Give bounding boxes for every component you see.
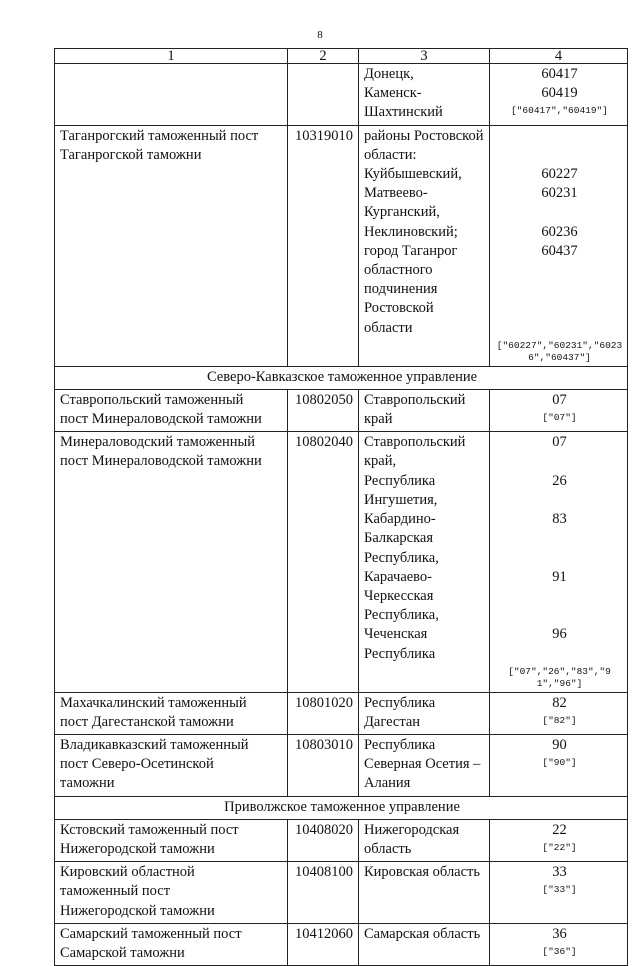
oktmo-code: 22 <box>552 821 567 838</box>
region-line: Республика <box>364 736 436 753</box>
customs-post-name-cell <box>55 432 288 692</box>
customs-post-code-cell <box>288 64 359 126</box>
customs-post-name-line: Самарской таможни <box>60 944 185 961</box>
customs-post-name-line: Таганрогской таможни <box>60 146 202 163</box>
oktmo-code <box>495 606 624 625</box>
customs-post-code-cell <box>288 734 359 796</box>
region-line: Северная Осетия – <box>364 756 481 773</box>
oktmo-code <box>495 529 624 548</box>
oktmo-code-array: ["07"] <box>542 412 577 424</box>
customs-post-name-line: Нижегородской таможни <box>60 840 215 857</box>
region-cell <box>359 862 490 924</box>
customs-post-name-line: таможенный пост <box>60 883 171 900</box>
oktmo-code <box>495 318 624 337</box>
oktmo-code-array: ["36"] <box>542 945 577 957</box>
oktmo-code <box>495 491 624 510</box>
section-header-row <box>55 796 628 819</box>
oktmo-code <box>495 644 624 663</box>
table-row <box>55 692 628 734</box>
customs-post-name-cell <box>55 862 288 924</box>
oktmo-code: 60417 <box>541 66 578 82</box>
customs-post-code-cell <box>288 389 359 431</box>
customs-post-name-line: пост Минераловодской таможни <box>60 411 262 428</box>
region-cell <box>359 692 490 734</box>
region-cell <box>359 432 490 692</box>
oktmo-code-cell <box>490 734 628 796</box>
oktmo-code <box>495 548 624 567</box>
customs-post-name-line: Нижегородской таможни <box>60 902 215 919</box>
customs-post-code: 10801020 <box>295 694 353 711</box>
customs-post-name-cell <box>55 64 288 126</box>
oktmo-code: 90 <box>552 736 567 753</box>
region-cell <box>359 389 490 431</box>
customs-post-code-cell <box>288 432 359 692</box>
customs-post-code-cell <box>288 692 359 734</box>
oktmo-code-cell <box>490 862 628 924</box>
oktmo-code: 60437 <box>541 242 578 259</box>
table-body <box>55 49 628 966</box>
oktmo-code <box>495 280 624 299</box>
region-line: подчинения <box>364 281 438 298</box>
customs-post-name-cell <box>55 923 288 965</box>
region-line: Балкарская <box>364 530 434 547</box>
customs-post-code: 10802040 <box>295 434 353 451</box>
customs-post-code-cell <box>288 862 359 924</box>
customs-post-code-cell <box>288 125 359 366</box>
table-row <box>55 923 628 965</box>
region-line: Самарская область <box>364 925 481 942</box>
region-line: Неклиновский; <box>364 223 458 240</box>
region-line: Карачаево- <box>364 568 433 585</box>
oktmo-code-array: ["22"] <box>542 841 577 853</box>
table-row <box>55 389 628 431</box>
region-line: Республика <box>364 645 436 662</box>
oktmo-code: 60227 <box>541 165 578 182</box>
oktmo-code: 60231 <box>541 185 578 202</box>
region-cell <box>359 734 490 796</box>
region-cell <box>359 819 490 861</box>
column-header-1: 1 <box>55 49 288 64</box>
region-line: край <box>364 411 393 428</box>
oktmo-code-cell <box>490 389 628 431</box>
region-line: Ставропольский <box>364 391 466 408</box>
oktmo-code-cell <box>490 923 628 965</box>
table-row <box>55 862 628 924</box>
column-header-2: 2 <box>288 49 359 64</box>
oktmo-code <box>495 587 624 606</box>
region-line: Курганский, <box>364 204 440 221</box>
oktmo-code <box>495 299 624 318</box>
region-line: Шахтинский <box>364 104 443 121</box>
oktmo-code: 26 <box>552 472 567 489</box>
customs-post-code: 10412060 <box>295 925 353 942</box>
customs-post-name-cell <box>55 389 288 431</box>
region-line: Ростовской <box>364 300 434 317</box>
customs-post-name-cell <box>55 125 288 366</box>
oktmo-code: 07 <box>552 434 567 451</box>
page-number: 8 <box>317 29 323 41</box>
region-line: Республика, <box>364 549 439 566</box>
customs-post-code: 10803010 <box>295 736 353 753</box>
oktmo-code <box>495 127 624 146</box>
customs-post-name-line: Самарский таможенный пост <box>60 925 242 942</box>
customs-post-name-cell <box>55 692 288 734</box>
oktmo-code: 60236 <box>541 223 578 240</box>
section-header-row <box>55 366 628 389</box>
region-line: Кабардино- <box>364 511 436 528</box>
customs-post-name-line: Кстовский таможенный пост <box>60 821 239 838</box>
region-line: Дагестан <box>364 713 421 730</box>
customs-post-name-line: Махачкалинский таможенный <box>60 694 247 711</box>
region-line: районы Ростовской <box>364 127 484 144</box>
region-line: край, <box>364 453 397 470</box>
column-header-4: 4 <box>490 49 628 64</box>
region-line: Ставропольский <box>364 434 466 451</box>
oktmo-code-array: ["60417","60419"] <box>511 105 608 117</box>
region-line: Чеченская <box>364 626 428 643</box>
region-line: Матвеево- <box>364 185 428 202</box>
customs-post-code-cell <box>288 819 359 861</box>
table-row <box>55 125 628 366</box>
region-line: области <box>364 319 413 336</box>
region-line: Республика <box>364 694 436 711</box>
customs-post-name-line: пост Минераловодской таможни <box>60 453 262 470</box>
oktmo-code-cell <box>490 125 628 366</box>
region-line: город Таганрог <box>364 242 458 259</box>
table-row <box>55 819 628 861</box>
oktmo-code: 33 <box>552 864 567 881</box>
oktmo-code-array: ["33"] <box>542 884 577 896</box>
customs-post-name-line: пост Северо-Осетинской <box>60 756 214 773</box>
oktmo-code: 82 <box>552 694 567 711</box>
oktmo-code: 07 <box>552 391 567 408</box>
customs-post-name-line: таможни <box>60 775 115 792</box>
region-line: Кировская область <box>364 864 481 881</box>
oktmo-code-cell <box>490 432 628 692</box>
oktmo-code-cell <box>490 819 628 861</box>
section-title: Северо-Кавказское таможенное управление <box>55 366 628 389</box>
region-line: Нижегородская <box>364 821 460 838</box>
oktmo-code-cell <box>490 64 628 126</box>
region-line: Республика <box>364 472 436 489</box>
oktmo-code: 96 <box>552 626 567 643</box>
oktmo-code-array: ["07","26","83","91","96"] <box>508 665 611 689</box>
region-cell <box>359 125 490 366</box>
oktmo-code <box>495 146 624 165</box>
oktmo-code: 91 <box>552 568 567 585</box>
oktmo-code: 36 <box>552 925 567 942</box>
oktmo-code-array: ["90"] <box>542 757 577 769</box>
region-line: Ингушетия, <box>364 491 438 508</box>
region-line: Каменск- <box>364 85 422 102</box>
customs-post-name-line: Владикавказский таможенный <box>60 736 249 753</box>
table-row <box>55 432 628 692</box>
customs-post-name-line: Кировский областной <box>60 864 195 881</box>
region-line: Черкесская <box>364 587 434 604</box>
table-row <box>55 64 628 126</box>
region-line: областного <box>364 262 433 279</box>
region-line: Республика, <box>364 607 439 624</box>
oktmo-code <box>495 261 624 280</box>
region-line: Донецк, <box>364 66 414 82</box>
section-title: Приволжское таможенное управление <box>55 796 628 819</box>
region-cell <box>359 64 490 126</box>
region-line: Алания <box>364 775 411 792</box>
oktmo-code <box>495 452 624 471</box>
oktmo-code <box>495 203 624 222</box>
customs-post-code-cell <box>288 923 359 965</box>
region-cell <box>359 923 490 965</box>
oktmo-code: 60419 <box>541 85 578 102</box>
customs-post-name-line: Таганрогский таможенный пост <box>60 127 259 144</box>
customs-post-code: 10319010 <box>295 127 353 144</box>
customs-post-code: 10802050 <box>295 391 353 408</box>
region-line: область <box>364 840 412 857</box>
column-header-row <box>55 49 628 64</box>
customs-post-name-cell <box>55 819 288 861</box>
table-row <box>55 734 628 796</box>
customs-post-name-line: пост Дагестанской таможни <box>60 713 234 730</box>
oktmo-code-array: ["82"] <box>542 714 577 726</box>
oktmo-code-array: ["60227","60231","60236","60437"] <box>496 339 623 363</box>
customs-post-code: 10408100 <box>295 864 353 881</box>
column-header-3: 3 <box>359 49 490 64</box>
customs-posts-table <box>54 48 628 966</box>
oktmo-code: 83 <box>552 511 567 528</box>
customs-post-name-line: Минераловодский таможенный <box>60 434 256 451</box>
region-line: области: <box>364 146 417 163</box>
region-line: Куйбышевский, <box>364 166 462 183</box>
oktmo-code-cell <box>490 692 628 734</box>
customs-post-name-cell <box>55 734 288 796</box>
customs-post-code: 10408020 <box>295 821 353 838</box>
customs-post-name-line: Ставропольский таможенный <box>60 391 244 408</box>
